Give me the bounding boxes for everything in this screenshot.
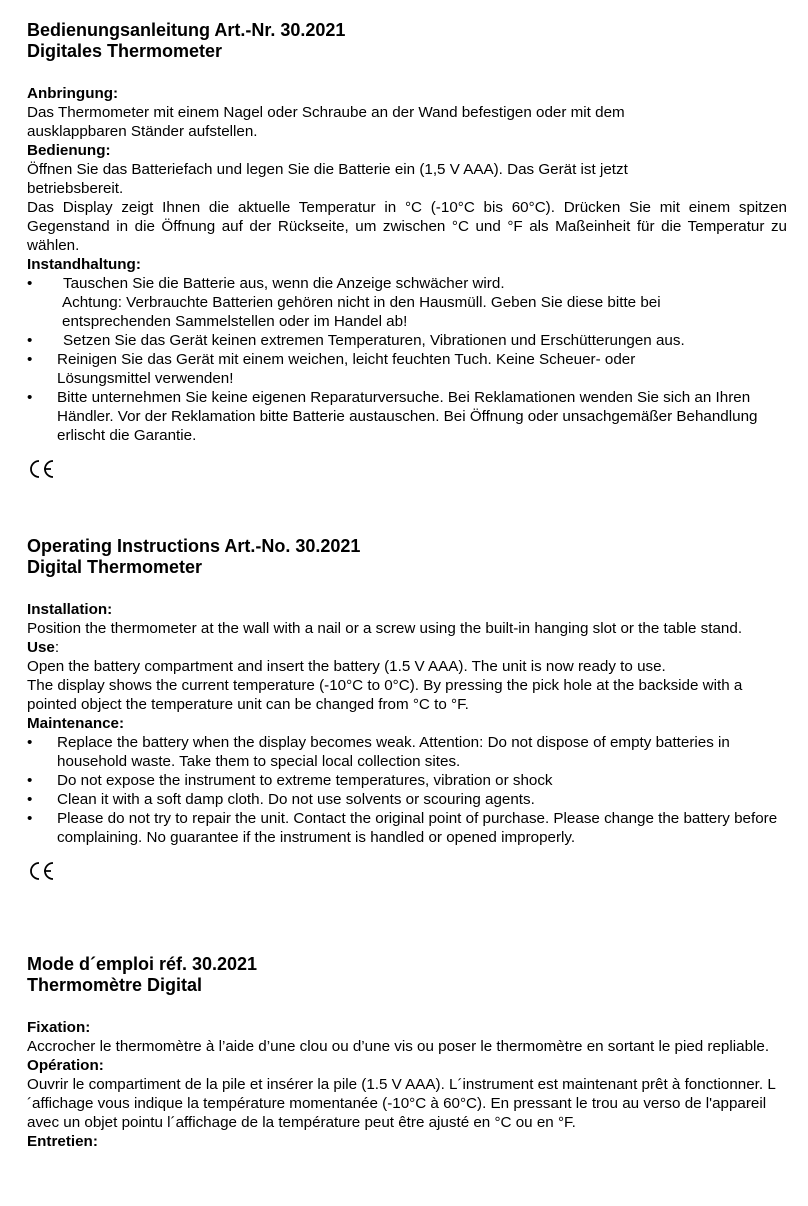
german-title-line2: Digitales Thermometer: [27, 41, 223, 61]
german-maint-list: [27, 274, 787, 445]
german-section: [27, 20, 787, 479]
english-install-heading: Installation:: [27, 601, 113, 618]
german-use-heading: Bedienung:: [27, 142, 111, 159]
german-bullet-2: [27, 331, 787, 350]
english-bullet-1-text: Replace the battery when the display becomes weak. Attention: Do not dispose of empty batteries in household waste. Take them to special local collection sites.: [57, 734, 730, 770]
english-title-line1: Operating Instructions Art.-No. 30.2021: [27, 536, 361, 556]
bullet-glyph: •: [27, 351, 33, 368]
english-install-text: Position the thermometer at the wall with a nail or a screw using the built-in hanging slot or the table stand.: [27, 620, 743, 637]
english-use-colon: :: [54, 639, 60, 656]
bullet-glyph: •: [27, 389, 33, 406]
german-bullet-4-text: Bitte unternehmen Sie keine eigenen Reparaturversuche. Bei Reklamationen wenden Sie sich an Ihren Händler. Vor der Reklamation bitte Batterie austauschen. Bei Öffnung oder unsachgemäßer Behandlung erlischt die Garantie.: [57, 389, 758, 444]
bullet-glyph: •: [27, 734, 33, 751]
german-mount-text: Das Thermometer mit einem Nagel oder Schraube an der Wand befestigen oder mit dem ausklappbaren Ständer aufstellen.: [27, 104, 625, 140]
english-maint-heading: Maintenance:: [27, 715, 125, 732]
english-use-heading: Use: [27, 639, 55, 656]
english-bullet-3-text: Clean it with a soft damp cloth. Do not use solvents or scouring agents.: [57, 791, 535, 808]
german-bullet-1-note: Achtung: Verbrauchte Batterien gehören nicht in den Hausmüll. Geben Sie diese bitte bei entsprechenden Sammelstellen oder im Handel ab!: [62, 294, 661, 330]
french-title-line2: Thermomètre Digital: [27, 975, 203, 995]
ce-mark-icon: [27, 459, 55, 479]
french-fix-text: Accrocher le thermomètre à l’aide d’une clou ou d’une vis ou poser le thermomètre en sortant le pied repliable.: [27, 1038, 770, 1055]
english-bullet-1: [27, 733, 787, 771]
french-maint-heading: Entretien:: [27, 1133, 98, 1150]
german-bullet-1: [27, 274, 787, 331]
english-bullet-4: [27, 809, 787, 847]
french-fix-heading: Fixation:: [27, 1019, 91, 1036]
bullet-glyph: •: [27, 332, 33, 349]
german-bullet-3: [27, 350, 787, 388]
french-section: [27, 954, 787, 1151]
bullet-glyph: •: [27, 772, 33, 789]
english-bullet-3: [27, 790, 787, 809]
english-maint-list: [27, 733, 787, 847]
bullet-glyph: •: [27, 791, 33, 808]
english-bullet-2: [27, 771, 787, 790]
french-title-line1: Mode d´emploi réf. 30.2021: [27, 954, 258, 974]
german-bullet-1-text: Tauschen Sie die Batterie aus, wenn die Anzeige schwächer wird.: [63, 275, 505, 292]
german-maint-heading: Instandhaltung:: [27, 256, 141, 273]
english-title-line2: Digital Thermometer: [27, 557, 203, 577]
english-section: [27, 536, 787, 881]
english-use-text1: Open the battery compartment and insert the battery (1.5 V AAA). The unit is now ready to use.: [27, 658, 666, 675]
english-use-text2: The display shows the current temperature (-10°C to 0°C). By pressing the pick hole at the backside with a pointed object the temperature unit can be changed from °C to °F.: [27, 677, 743, 713]
french-op-heading: Opération:: [27, 1057, 104, 1074]
german-use-text2: Das Display zeigt Ihnen die aktuelle Temperatur in °C (-10°C bis 60°C). Drücken Sie mit einem spitzen Gegenstand in die Öffnung auf der Rückseite, um zwischen °C und °F als Maßeinheit für die Temperatur zu wählen.: [27, 199, 787, 254]
english-bullet-4-text: Please do not try to repair the unit. Contact the original point of purchase. Please change the battery before complaining. No guarantee if the instrument is handled or opened improperly.: [57, 810, 778, 846]
german-title-line1: Bedienungsanleitung Art.-Nr. 30.2021: [27, 20, 346, 40]
german-use-text1: Öffnen Sie das Batteriefach und legen Sie die Batterie ein (1,5 V AAA). Das Gerät ist jetzt betriebsbereit.: [27, 161, 628, 197]
english-use-heading-line: [27, 638, 787, 657]
french-op-text: Ouvrir le compartiment de la pile et insérer la pile (1.5 V AAA). L´instrument est maintenant prêt à fonctionner. L´affichage vous indique la température momentanée (-10°C à 60°C). En pressant le trou au verso de l'appareil avec un objet pointu l´affichage de la température peut être ajusté en °C ou en °F.: [27, 1076, 776, 1131]
ce-mark-icon: [27, 861, 55, 881]
english-bullet-2-text: Do not expose the instrument to extreme temperatures, vibration or shock: [57, 772, 553, 789]
german-bullet-2-text: Setzen Sie das Gerät keinen extremen Temperaturen, Vibrationen und Erschütterungen aus.: [63, 332, 685, 349]
german-bullet-4: [27, 388, 787, 445]
bullet-glyph: •: [27, 275, 33, 292]
german-bullet-3-text: Reinigen Sie das Gerät mit einem weichen, leicht feuchten Tuch. Keine Scheuer- oder Lösungsmittel verwenden!: [57, 351, 636, 387]
bullet-glyph: •: [27, 810, 33, 827]
german-mount-heading: Anbringung:: [27, 85, 119, 102]
